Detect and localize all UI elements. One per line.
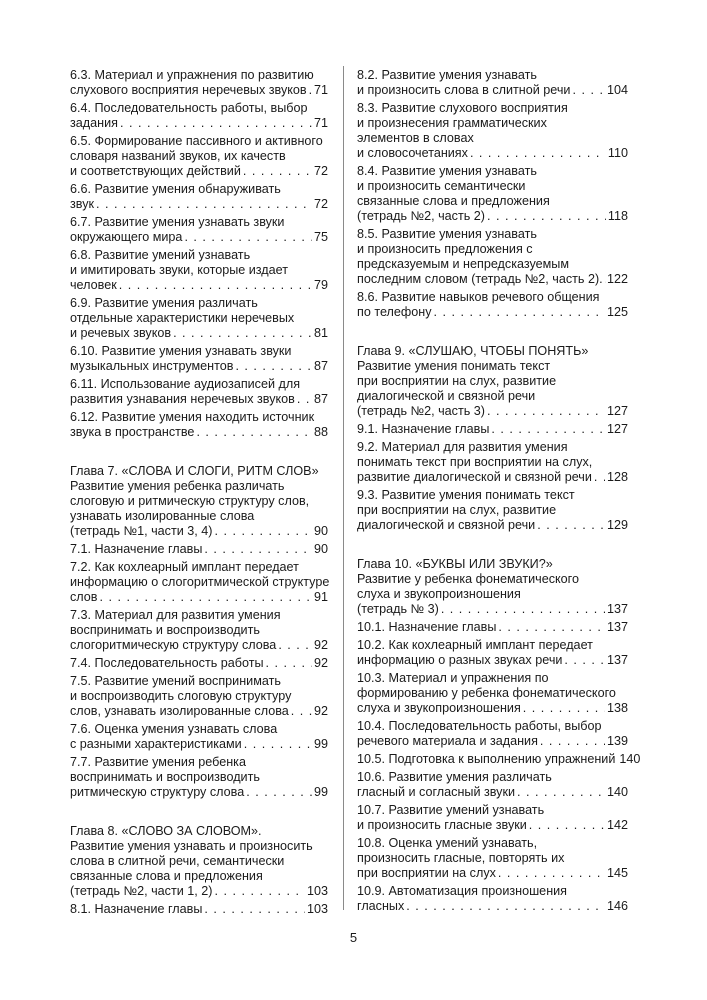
toc-entry-line: информацию о разных звуках речи [357, 653, 563, 667]
toc-page-number: 72 [313, 197, 328, 211]
dot-leader [214, 884, 305, 899]
toc-entry[interactable] [357, 557, 628, 617]
toc-page-number: 104 [606, 83, 628, 97]
toc-page-number: 118 [607, 209, 628, 223]
toc-page-number: 137 [606, 602, 628, 616]
toc-page-number: 145 [606, 866, 628, 880]
toc-entry-line: и соответствующих действий [70, 164, 241, 178]
toc-page-number: 103 [306, 902, 328, 916]
dot-leader [406, 899, 605, 914]
toc-entry-line: 8.1. Назначение главы [70, 902, 203, 916]
toc-entry-line: 7.7. Развитие умения ребенка [70, 755, 246, 769]
toc-page-number: 81 [313, 326, 328, 340]
toc-entry[interactable] [70, 542, 328, 557]
dot-leader [491, 422, 605, 437]
toc-entry-line: слов [70, 590, 98, 604]
toc-entry-line: окружающего мира [70, 230, 183, 244]
toc-entry-line: и имитировать звуки, которые издает [70, 263, 289, 277]
toc-entry-line: словаря названий звуков, их качеств [70, 149, 286, 163]
toc-entry-line: 6.11. Использование аудиозаписей для [70, 377, 301, 391]
dot-leader [441, 602, 605, 617]
toc-entry[interactable] [357, 884, 628, 914]
toc-page-number: 110 [607, 146, 628, 160]
toc-page-number: 139 [606, 734, 628, 748]
dot-leader [196, 425, 312, 440]
dot-leader [309, 83, 312, 98]
toc-entry-line: при восприятии на слух, развитие [357, 503, 557, 517]
page-number: 5 [349, 930, 358, 945]
toc-entry-line: 7.6. Оценка умения узнавать слова [70, 722, 278, 736]
toc-page-number: 92 [313, 656, 328, 670]
toc-page-number: 79 [313, 278, 328, 292]
toc-entry-line: и произносить предложения с [357, 242, 533, 256]
dot-leader [204, 902, 305, 917]
toc-page-number: 92 [313, 638, 328, 652]
toc-entry-line: формированию у ребенка фонематического [357, 686, 616, 700]
toc-entry[interactable] [357, 422, 628, 437]
toc-entry-line: слогоритмическую структуру слова [70, 638, 277, 652]
toc-page-number: 127 [606, 422, 628, 436]
toc-entry[interactable] [70, 344, 328, 374]
section-gap [357, 536, 628, 557]
section-gap [70, 443, 328, 464]
toc-page-number: 91 [313, 590, 328, 604]
toc-entry-line: 7.4. Последовательность работы [70, 656, 264, 670]
toc-entry-line: Глава 9. «СЛУШАЮ, ЧТОБЫ ПОНЯТЬ» [357, 344, 589, 358]
section-gap [357, 323, 628, 344]
toc-entry-line: 10.9. Автоматизация произношения [357, 884, 567, 898]
toc-entry-line: гласный и согласный звуки [357, 785, 516, 799]
toc-page-number: 142 [606, 818, 628, 832]
toc-entry-line: и произносить слова в слитной речи [357, 83, 571, 97]
toc-entry-line: развитие диалогической и связной речи [357, 470, 592, 484]
toc-page-number: 71 [313, 116, 328, 130]
dot-leader [523, 701, 605, 716]
toc-page-number: 75 [313, 230, 328, 244]
toc-entry[interactable] [70, 674, 328, 719]
toc-entry[interactable] [357, 836, 628, 881]
toc-page-number: 103 [306, 884, 328, 898]
toc-entry-line: и произносить гласные звуки [357, 818, 527, 832]
toc-page-number: 129 [606, 518, 628, 532]
toc-entry-line: Глава 7. «СЛОВА И СЛОГИ, РИТМ СЛОВ» [70, 464, 319, 478]
toc-page-number: 90 [313, 542, 328, 556]
toc-entry-line: информацию о слогоритмической структуре [70, 575, 330, 589]
toc-entry-line: (тетрадь №1, части 3, 4) [70, 524, 213, 538]
toc-entry[interactable] [70, 377, 328, 407]
toc-entry-line: и произнесения грамматических [357, 116, 547, 130]
toc-entry-line: слоговую и ритмическую структуру слов, [70, 494, 310, 508]
toc-entry-line: 7.5. Развитие умений воспринимать [70, 674, 281, 688]
toc-entry-line: 6.6. Развитие умения обнаруживать [70, 182, 281, 196]
toc-entry-line: связанные слова и предложения [70, 869, 263, 883]
toc-entry-line: 7.1. Назначение главы [70, 542, 203, 556]
dot-leader [184, 230, 312, 245]
column-divider [343, 66, 344, 910]
toc-page-number: 71 [313, 83, 328, 97]
toc-page-number: 88 [313, 425, 328, 439]
toc-entry[interactable] [70, 755, 328, 800]
toc-entry[interactable] [70, 722, 328, 752]
toc-entry-line: задания [70, 116, 118, 130]
toc-entry-line: (тетрадь №2, часть 2) [357, 209, 485, 223]
toc-entry-line: последним словом (тетрадь №2, часть 2). [357, 272, 603, 286]
dot-leader [291, 704, 312, 719]
dot-leader [120, 116, 312, 131]
toc-page-number: 72 [313, 164, 328, 178]
dot-leader [498, 866, 605, 881]
toc-page-number: 92 [313, 704, 328, 718]
toc-entry-line: отдельные характеристики неречевых [70, 311, 295, 325]
toc-entry-line: 6.12. Развитие умения находить источник [70, 410, 315, 424]
toc-page-number: 90 [313, 524, 328, 538]
toc-entry-line: 6.7. Развитие умения узнавать звуки [70, 215, 285, 229]
toc-entry-line: с разными характеристиками [70, 737, 242, 751]
toc-entry-line: (тетрадь №2, часть 3) [357, 404, 485, 418]
toc-entry-line: 10.1. Назначение главы [357, 620, 497, 634]
toc-entry-line: звук [70, 197, 94, 211]
dot-leader [173, 326, 312, 341]
dot-leader [498, 620, 605, 635]
dot-leader [572, 83, 605, 98]
toc-entry[interactable] [357, 344, 628, 419]
toc-entry-line: (тетрадь №2, части 1, 2) [70, 884, 213, 898]
toc-entry-line: 6.4. Последовательность работы, выбор [70, 101, 308, 115]
dot-leader [487, 404, 605, 419]
toc-entry-line: 7.3. Материал для развития умения [70, 608, 281, 622]
toc-entry-line: при восприятии на слух [357, 866, 496, 880]
dot-leader [214, 524, 312, 539]
toc-entry-line: 10.4. Последовательность работы, выбор [357, 719, 602, 733]
toc-entry-line: Глава 10. «БУКВЫ ИЛИ ЗВУКИ?» [357, 557, 553, 571]
toc-entry[interactable] [357, 638, 628, 668]
dot-leader [243, 164, 312, 179]
toc-entry[interactable] [357, 440, 628, 485]
dot-leader [246, 785, 312, 800]
toc-entry-line: и словосочетаниях [357, 146, 468, 160]
toc-entry[interactable] [70, 182, 328, 212]
toc-entry-line: произносить гласные, повторять их [357, 851, 565, 865]
toc-entry-line: понимать текст при восприятии на слух, [357, 455, 593, 469]
toc-entry-line: Развитие умения узнавать и произносить [70, 839, 313, 853]
toc-entry[interactable] [357, 290, 628, 320]
toc-entry-line: 6.8. Развитие умений узнавать [70, 248, 251, 262]
toc-entry[interactable] [357, 803, 628, 833]
toc-entry-line: воспринимать и воспроизводить [70, 770, 260, 784]
toc-entry-line: диалогической и связной речи [357, 518, 536, 532]
toc-entry[interactable] [70, 410, 328, 440]
dot-leader [266, 656, 312, 671]
dot-leader [487, 209, 606, 224]
toc-entry-line: 10.2. Как кохлеарный имплант передает [357, 638, 593, 652]
toc-entry-line: 6.9. Развитие умения различать [70, 296, 258, 310]
toc-entry-line: гласных [357, 899, 405, 913]
dot-leader [235, 359, 312, 374]
toc-entry-line: 10.6. Развитие умения различать [357, 770, 552, 784]
toc-entry-line: 6.5. Формирование пассивного и активного [70, 134, 323, 148]
toc-entry-line: 8.3. Развитие слухового восприятия [357, 101, 568, 115]
toc-entry[interactable] [70, 560, 328, 605]
toc-entry-line: слов, узнавать изолированные слова [70, 704, 289, 718]
toc-entry[interactable] [70, 134, 328, 179]
dot-leader [540, 734, 605, 749]
toc-entry-line: 10.5. Подготовка к выполнению упражнений [357, 752, 616, 766]
toc-entry-line: Развитие умения ребенка различать [70, 479, 285, 493]
dot-leader [204, 542, 312, 557]
dot-leader [529, 818, 605, 833]
dot-leader [244, 737, 312, 752]
toc-entry[interactable] [357, 620, 628, 635]
toc-entry[interactable] [357, 101, 628, 161]
toc-entry[interactable] [70, 608, 328, 653]
toc-entry-line: 8.6. Развитие навыков речевого общения [357, 290, 600, 304]
section-gap [70, 803, 328, 824]
toc-entry[interactable] [70, 101, 328, 131]
toc-entry[interactable] [357, 68, 628, 98]
toc-entry-line: 10.3. Материал и упражнения по [357, 671, 549, 685]
toc-entry-line: при восприятии на слух, развитие [357, 374, 557, 388]
toc-page-number: 140 [619, 752, 641, 766]
dot-leader [96, 197, 312, 212]
toc-entry-line: звука в пространстве [70, 425, 195, 439]
toc-entry[interactable] [70, 656, 328, 671]
toc-entry-line: 8.4. Развитие умения узнавать [357, 164, 537, 178]
toc-entry-line: речевого материала и задания [357, 734, 538, 748]
toc-entry[interactable] [70, 824, 328, 899]
toc-page-number: 87 [313, 359, 328, 373]
toc-entry-line: 8.5. Развитие умения узнавать [357, 227, 537, 241]
dot-leader [278, 638, 312, 653]
toc-page-number: 122 [606, 272, 628, 286]
toc-entry-line: 10.7. Развитие умений узнавать [357, 803, 545, 817]
toc-entry[interactable] [357, 227, 628, 287]
toc-page-number: 128 [606, 470, 628, 484]
toc-entry-line: предсказуемым и непредсказуемым [357, 257, 570, 271]
toc-entry-line: и произносить семантически [357, 179, 526, 193]
toc-entry[interactable] [357, 719, 628, 749]
dot-leader [470, 146, 606, 161]
toc-entry-line: (тетрадь № 3) [357, 602, 439, 616]
dot-leader [594, 470, 605, 485]
toc-entry-line: 10.8. Оценка умений узнавать, [357, 836, 538, 850]
toc-entry-line: развития узнавания неречевых звуков [70, 392, 295, 406]
toc-entry-line: человек [70, 278, 117, 292]
toc-entry-line: воспринимать и воспроизводить [70, 623, 260, 637]
dot-leader [434, 305, 605, 320]
toc-entry[interactable] [70, 68, 328, 98]
toc-entry-line: и речевых звуков [70, 326, 172, 340]
toc-entry-line: и воспроизводить слоговую структуру [70, 689, 292, 703]
toc-entry[interactable] [357, 488, 628, 533]
toc-entry[interactable] [357, 164, 628, 224]
toc-entry[interactable] [70, 902, 328, 917]
toc-entry-line: 7.2. Как кохлеарный имплант передает [70, 560, 299, 574]
dot-leader [119, 278, 312, 293]
toc-entry[interactable] [70, 296, 328, 341]
toc-entry-line: 9.1. Назначение главы [357, 422, 490, 436]
toc-entry-line: Глава 8. «СЛОВО ЗА СЛОВОМ». [70, 824, 262, 838]
toc-entry-line: 9.2. Материал для развития умения [357, 440, 568, 454]
toc-entry[interactable] [357, 770, 628, 800]
dot-leader [564, 653, 605, 668]
dot-leader [297, 392, 312, 407]
toc-page-number: 140 [606, 785, 628, 799]
toc-page-number: 99 [313, 737, 328, 751]
toc-entry-line: узнавать изолированные слова [70, 509, 255, 523]
toc-entry-line: ритмическую структуру слова [70, 785, 245, 799]
toc-page-number: 146 [606, 899, 628, 913]
toc-entry-line: музыкальных инструментов [70, 359, 234, 373]
toc-page-number: 137 [606, 620, 628, 634]
dot-leader [99, 590, 312, 605]
toc-page-number: 99 [313, 785, 328, 799]
toc-page-number: 87 [313, 392, 328, 406]
toc-entry-line: по телефону [357, 305, 432, 319]
toc-entry-line: слуха и звукопроизношения [357, 587, 521, 601]
toc-entry-line: элементов в словах [357, 131, 474, 145]
toc-entry[interactable] [70, 464, 328, 539]
toc-page-number: 137 [606, 653, 628, 667]
toc-entry[interactable] [357, 671, 628, 716]
toc-entry-line: связанные слова и предложения [357, 194, 550, 208]
toc-entry-line: Развитие у ребенка фонематического [357, 572, 579, 586]
toc-right-column [357, 68, 641, 917]
toc-entry[interactable] [357, 752, 641, 767]
toc-entry[interactable] [70, 248, 328, 293]
toc-entry-line: 6.10. Развитие умения узнавать звуки [70, 344, 292, 358]
toc-entry-line: слуха и звукопроизношения [357, 701, 521, 715]
toc-entry-line: Развитие умения понимать текст [357, 359, 551, 373]
toc-entry-line: 8.2. Развитие умения узнавать [357, 68, 537, 82]
toc-page-number: 125 [606, 305, 628, 319]
toc-entry-line: 9.3. Развитие умения понимать текст [357, 488, 575, 502]
dot-leader [517, 785, 605, 800]
toc-entry[interactable] [70, 215, 328, 245]
toc-entry-line: 6.3. Материал и упражнения по развитию [70, 68, 314, 82]
toc-page-number: 127 [606, 404, 628, 418]
dot-leader [537, 518, 605, 533]
toc-left-column [70, 68, 328, 920]
toc-entry-line: слова в слитной речи, семантически [70, 854, 285, 868]
toc-page-number: 138 [606, 701, 628, 715]
toc-entry-line: диалогической и связной речи [357, 389, 536, 403]
toc-entry-line: слухового восприятия неречевых звуков [70, 83, 307, 97]
